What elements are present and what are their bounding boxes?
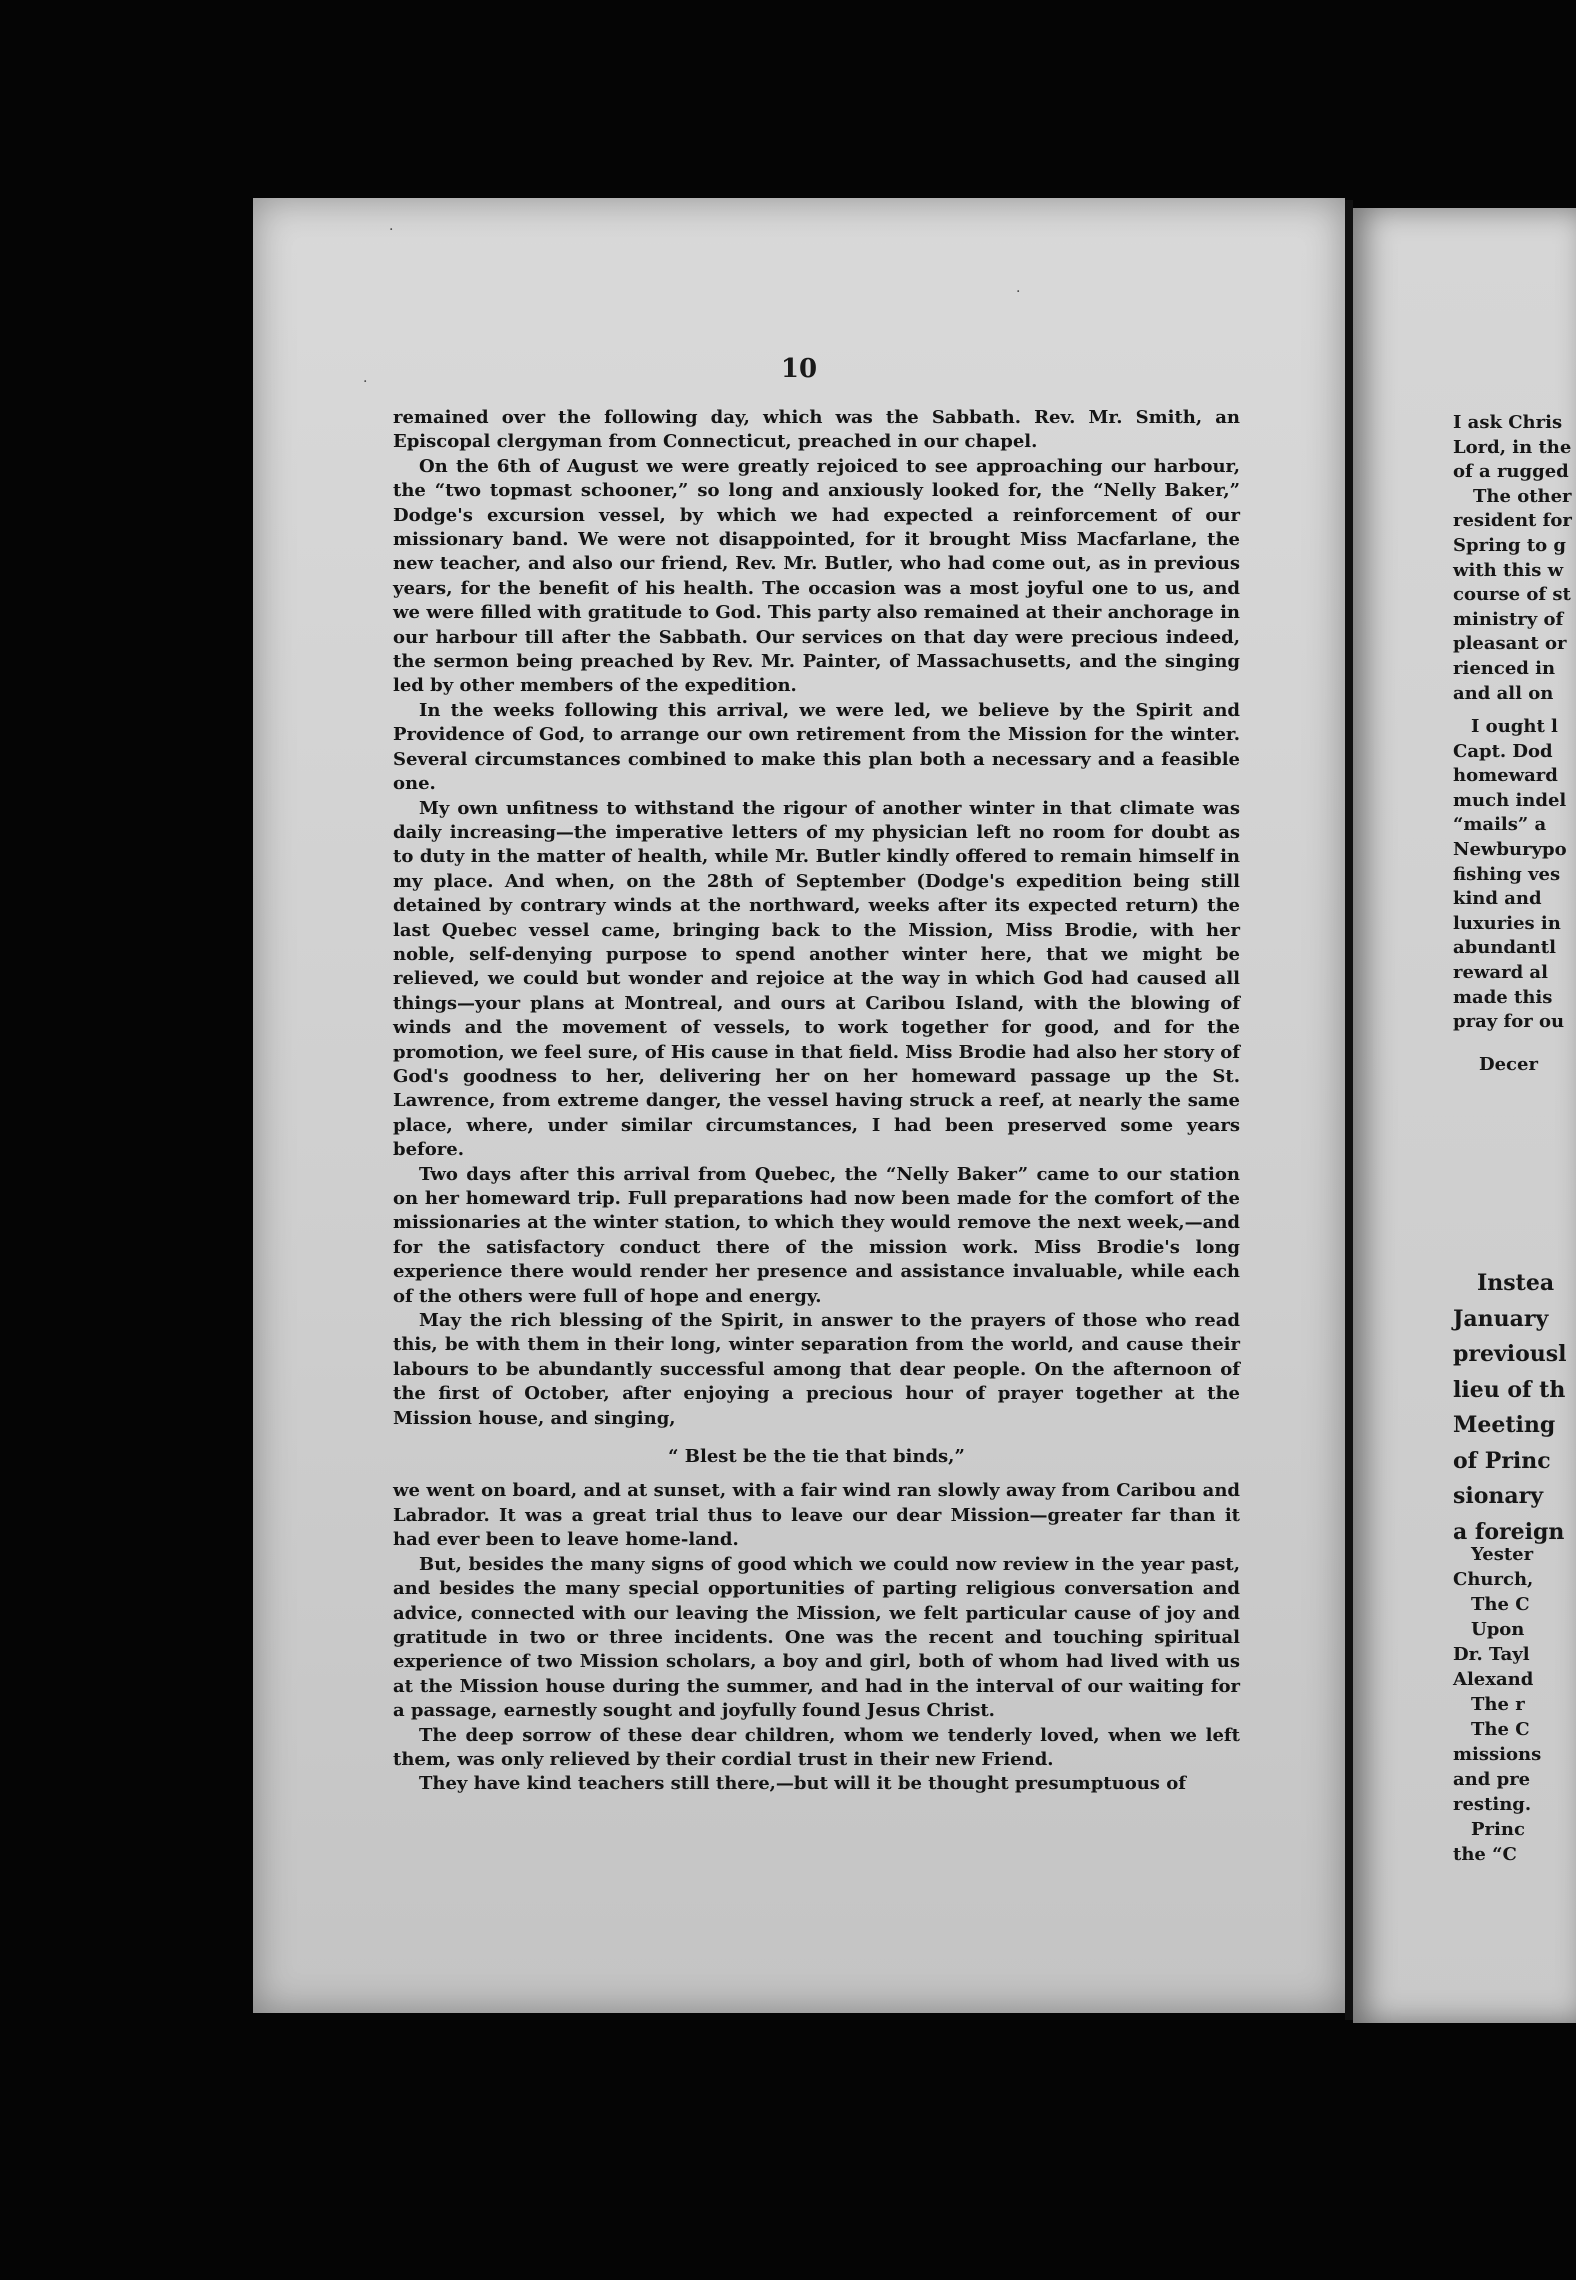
right-page-text-fragment: a foreign (1453, 1518, 1565, 1545)
right-page-text-fragment: Newburypo (1453, 839, 1567, 860)
paragraph: remained over the following day, which was the Sabbath. Rev. Mr. Smith, an Episcopal clergyman from Connecticut, preached in our chapel. (393, 407, 1240, 453)
right-page-text-fragment: pray for ou (1453, 1011, 1565, 1033)
left-page (253, 198, 1345, 2013)
paragraph: They have kind teachers still there,—but will it be thought presumptuous of (419, 1773, 1186, 1795)
right-page-text-fragment: lieu of th (1453, 1376, 1566, 1403)
paragraph: May the rich blessing of the Spirit, in answer to the prayers of those who read this, be with them in their long, winter separation from the world, and cause their labours to be abundantly successful among that dear people. On the afternoon of the first of October, after enjoying a precious hour of prayer together at the Mission house, and singing, (393, 1310, 1240, 1429)
right-page-text-fragment: Dr. Tayl (1453, 1644, 1530, 1665)
right-page-text-fragment: I ought l (1471, 716, 1558, 737)
body-text (393, 406, 1240, 1797)
right-page-text-fragment: Meeting (1453, 1412, 1556, 1438)
right-page-text-fragment: pleasant or (1453, 633, 1567, 655)
right-page-text-fragment: Church, (1453, 1569, 1534, 1590)
right-page-text-fragment: Decer (1479, 1054, 1538, 1075)
right-page-text-fragment: the “C (1453, 1844, 1517, 1865)
right-page-text-fragment: rienced in (1453, 658, 1556, 679)
right-page-text-fragment: Alexand (1453, 1669, 1534, 1690)
right-page-text-fragment: and all on (1453, 682, 1554, 704)
right-page-text-fragment: missions (1453, 1744, 1542, 1765)
paragraph: On the 6th of August we were greatly rejoiced to see approaching our harbour, the “two topmast schooner,” so long and anxiously looked for, the “Nelly Baker,” Dodge's excursion vessel, by which we had expected a reinforcement of our missionary band. We were not disappointed, for it brought Miss Macfarlane, the new teacher, and also our friend, Rev. Mr. Butler, who had come out, as in previous years, for the benefit of his health. The occasion was a most joyful one to us, and we were filled with gratitude to God. This party also remained at their anchorage in our harbour till after the Sabbath. Our services on that day were precious indeed, the sermon being preached by Rev. Mr. Painter, of Massachusetts, and the singing led by other members of the expedition. (393, 455, 1240, 697)
right-page-text-fragment: abundantl (1453, 937, 1556, 959)
right-page-text-fragment: with this w (1453, 559, 1564, 581)
speck-mark: · (389, 222, 394, 238)
right-page-text-fragment: “mails” a (1453, 814, 1547, 836)
paragraph: But, besides the many signs of good which we could now review in the year past, and besides the many special opportunities of parting religious conversation and advice, connected with our leaving the Mission, we felt particular cause of joy and gratitude in two or three incidents. One was the recent and touching spiritual experience of two Mission scholars, a boy and girl, both of whom had lived with us at the Mission house during the summer, and had in the interval of our waiting for a passage, earnestly sought and joyfully found Jesus Christ. (393, 1553, 1240, 1722)
right-page-text-fragment: previousl (1453, 1341, 1567, 1367)
right-page-text-fragment: Lord, in the (1453, 436, 1572, 458)
right-page-text-fragment: reward al (1453, 962, 1548, 983)
right-page-text-fragment: of Princ (1453, 1447, 1551, 1474)
right-page-text-fragment: of a rugged (1453, 461, 1569, 483)
right-page-text-fragment: Instea (1477, 1270, 1555, 1296)
right-page-text-fragment: January (1453, 1305, 1549, 1332)
right-page-text-fragment: resting. (1453, 1794, 1532, 1815)
right-page-text-fragment: Spring to g (1453, 535, 1567, 556)
page-number: 10 (780, 354, 818, 384)
right-page-text-fragment: Princ (1471, 1819, 1525, 1840)
paragraph: Two days after this arrival from Quebec, the “Nelly Baker” came to our station on her homeward trip. Full preparations had now been made for the comfort of the missionaries at the winter station, to which they would remove the next week,—and for the satisfactory conduct there of the mission work. Miss Brodie's long experience there would render her presence and assistance invaluable, while each of the others were full of hope and energy. (393, 1163, 1240, 1307)
right-page-text-fragment: Capt. Dod (1453, 740, 1553, 762)
right-page-text-fragment: The r (1471, 1694, 1525, 1715)
speck-mark: · (363, 374, 368, 390)
right-page-text-fragment: homeward (1453, 765, 1558, 787)
right-page-text-fragment: resident for (1453, 510, 1572, 532)
paragraph: My own unfitness to withstand the rigour of another winter in that climate was daily increasing—the imperative letters of my physician left no room for doubt as to duty in the matter of health, while Mr. Butler kindly offered to remain himself in my place. And when, on the 28th of September (Dodge's expedition being still detained by contrary winds at the northward, weeks after its expected return) the last Quebec vessel came, bringing back to the Mission, Miss Brodie, with her noble, self-denying purpose to spend another winter here, that we might be relieved, we could but wonder and rejoice at the way in which God had caused all things—your plans at Montreal, and ours at Caribou Island, with the blowing of winds and the movement of vessels, to work together for good, and for the promotion, we feel sure, of His cause in that field. Miss Brodie had also her story of God's goodness to her, delivering her on her homeward passage up the St. Lawrence, from extreme danger, the vessel having struck a reef, at nearly the same place, where, under similar circumstances, I had been preserved some years before. (393, 797, 1240, 1161)
right-page-text-fragment: ministry of (1453, 608, 1564, 630)
speck-mark: · (1016, 284, 1021, 300)
hymn-quote: “ Blest be the tie that binds,” (668, 1446, 965, 1468)
right-page-text-fragment: much indel (1453, 789, 1567, 811)
right-page-text-fragment: course of st (1453, 584, 1571, 606)
right-page-text-fragment: The other (1473, 485, 1572, 507)
page-gutter (1345, 200, 1353, 2020)
paragraph: we went on board, and at sunset, with a fair wind ran slowly away from Caribou and Labrador. It was a great trial thus to leave our dear Mission—greater far than it had ever been to leave home-land. (393, 1480, 1240, 1551)
right-page-text-fragment: sionary (1453, 1483, 1544, 1509)
right-page-text-fragment: The C (1471, 1594, 1530, 1615)
right-page-text-fragment: and pre (1453, 1769, 1531, 1790)
paragraph: The deep sorrow of these dear children, whom we tenderly loved, when we left them, was only relieved by their cordial trust in their new Friend. (393, 1724, 1240, 1770)
right-page-text-fragment: kind and (1453, 888, 1542, 910)
right-page-text-fragment: luxuries in (1453, 912, 1561, 934)
right-page-text-fragment: fishing ves (1453, 863, 1561, 885)
right-page-text-fragment: Yester (1471, 1544, 1534, 1565)
right-page-text-fragment: The C (1471, 1719, 1530, 1740)
right-page-text-fragment: made this (1453, 986, 1553, 1008)
right-page (1353, 208, 1576, 2023)
right-page-text-fragment: I ask Chris (1453, 412, 1563, 433)
right-page-text-fragment: Upon (1471, 1619, 1525, 1640)
paragraph: In the weeks following this arrival, we were led, we believe by the Spirit and Providence of God, to arrange our own retirement from the Mission for the winter. Several circumstances combined to make this plan both a necessary and a feasible one. (393, 699, 1240, 795)
